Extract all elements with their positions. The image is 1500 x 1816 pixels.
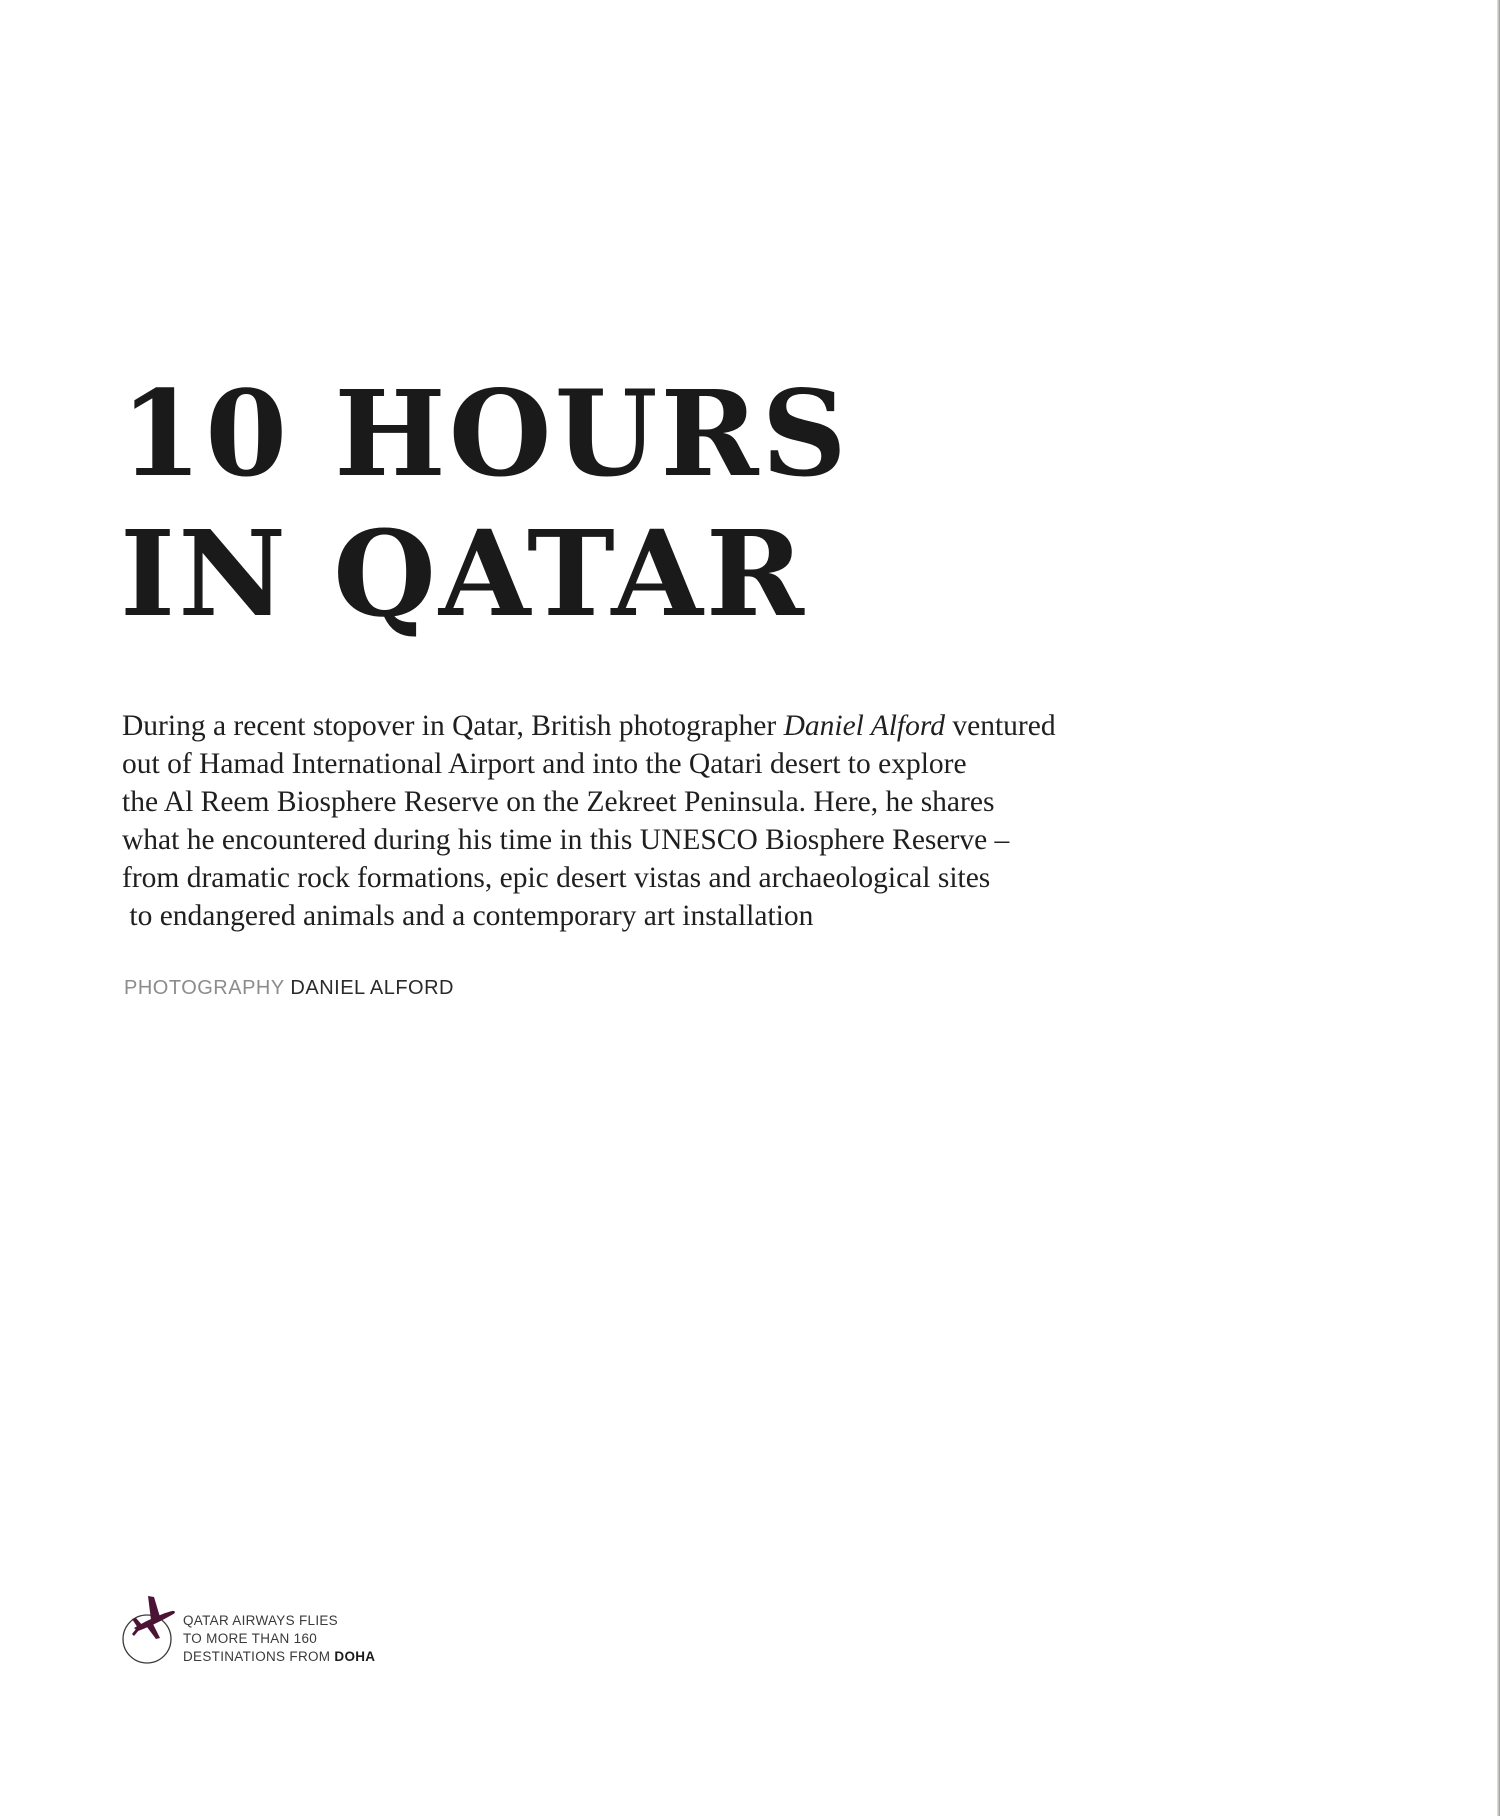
article-intro [122, 707, 1192, 935]
credit-name: DANIEL ALFORD [290, 977, 455, 999]
intro-line-1 [122, 707, 1192, 745]
credit-label: PHOTOGRAPHY [124, 977, 285, 999]
intro-line-2: out of Hamad International Airport and into the Qatari desert to explore [122, 748, 967, 780]
intro-line-1-start: During a recent stopover in Qatar, British photographer [122, 710, 784, 742]
intro-line-5: from dramatic rock formations, epic desert vistas and archaeological sites [122, 862, 991, 894]
intro-line-6: to endangered animals and a contemporary art installation [122, 900, 814, 932]
badge-line-2: TO MORE THAN 160 [183, 1631, 318, 1646]
badge-text [183, 1612, 375, 1666]
badge-city: DOHA [334, 1649, 376, 1664]
intro-line-4: what he encountered during his time in this UNESCO Biosphere Reserve – [122, 824, 1010, 856]
intro-line-3: the Al Reem Biosphere Reserve on the Zekreet Peninsula. Here, he shares [122, 786, 995, 818]
airplane-shape [132, 1596, 175, 1639]
airline-badge [122, 1594, 442, 1666]
badge-line-3 [183, 1648, 375, 1666]
airplane-globe-icon [122, 1594, 178, 1666]
intro-line-1-end: ventured [945, 710, 1056, 742]
photographer-name: Daniel Alford [783, 710, 945, 742]
badge-line-1: QATAR AIRWAYS FLIES [183, 1613, 338, 1628]
article-headline [120, 364, 850, 644]
photo-credit [124, 977, 454, 1000]
headline-line-1: 10 HOURS [120, 364, 850, 503]
headline-line-2: IN QATAR [120, 504, 808, 643]
badge-line-3-prefix: DESTINATIONS FROM [183, 1649, 335, 1664]
